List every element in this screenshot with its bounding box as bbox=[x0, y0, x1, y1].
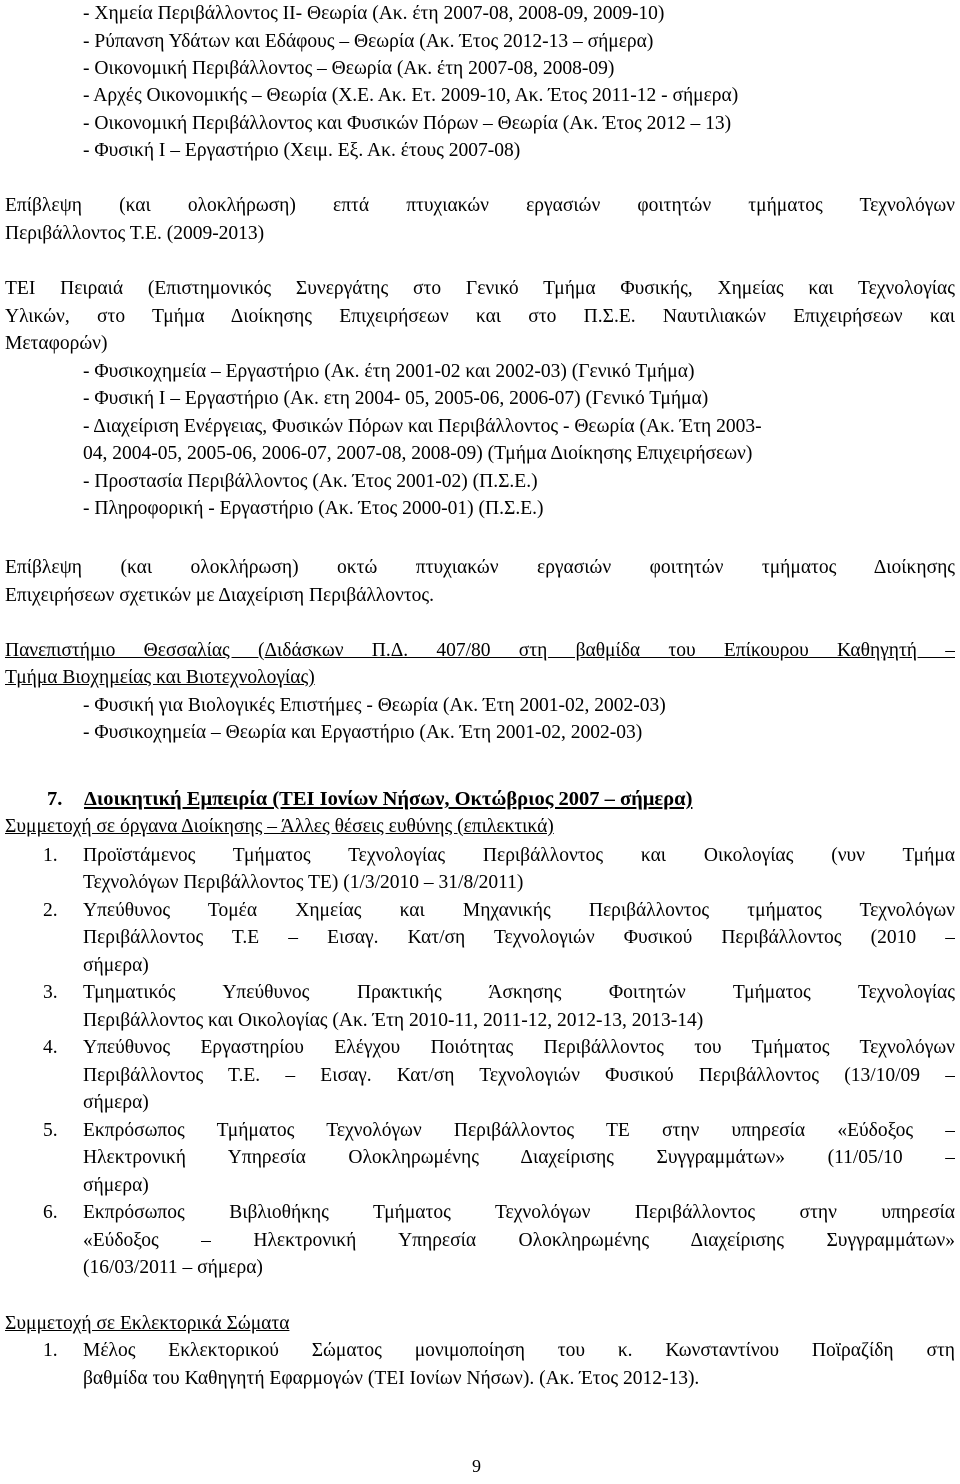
course-line: - Οικονομική Περιβάλλοντος – Θεωρία (Ακ. έτη 2007-08, 2008-09) bbox=[83, 58, 615, 79]
list-item-number: 5. bbox=[43, 1120, 58, 1141]
list-item-text: «Εύδοξος – Ηλεκτρονική Υπηρεσία Ολοκληρωμένης Διαχείρισης Συγγραμμάτων» bbox=[83, 1230, 955, 1251]
course-line: - Φυσική Ι – Εργαστήριο (Ακ. ετη 2004- 05, 2005-06, 2006-07) (Γενικό Τμήμα) bbox=[83, 388, 709, 409]
course-line: - Φυσικοχημεία – Εργαστήριο (Ακ. έτη 2001-02 και 2002-03) (Γενικό Τμήμα) bbox=[83, 361, 695, 382]
list-item-text: σήμερα) bbox=[83, 1092, 149, 1113]
subheading: Συμμετοχή σε Εκλεκτορικά Σώματα bbox=[5, 1313, 290, 1334]
list-item-text: Τμηματικός Υπεύθυνος Πρακτικής Άσκησης Φοιτητών Τμήματος Τεχνολογίας bbox=[83, 982, 955, 1003]
supervision-text: Επίβλεψη (και ολοκλήρωση) επτά πτυχιακών εργασιών φοιτητών τμήματος Τεχνολόγων bbox=[5, 195, 955, 216]
list-item-number: 4. bbox=[43, 1037, 58, 1058]
course-line: - Πληροφορική - Εργαστήριο (Ακ. Έτος 2000-01) (Π.Σ.Ε.) bbox=[83, 498, 544, 519]
page-number: 9 bbox=[472, 1456, 481, 1476]
list-item-number: 3. bbox=[43, 982, 58, 1003]
course-line: - Φυσική για Βιολογικές Επιστήμες - Θεωρία (Ακ. Έτη 2001-02, 2002-03) bbox=[83, 695, 666, 716]
institution-text: ΤΕΙ Πειραιά (Επιστημονικός Συνεργάτης στο Γενικό Τμήμα Φυσικής, Χημείας και Τεχνολογίας bbox=[5, 278, 955, 299]
list-item-text: σήμερα) bbox=[83, 1175, 149, 1196]
course-line: - Προστασία Περιβάλλοντος (Ακ. Έτος 2001-02) (Π.Σ.Ε.) bbox=[83, 471, 538, 492]
institution-heading: Πανεπιστήμιο Θεσσαλίας (Διδάσκων Π.Δ. 407/80 στη βαθμίδα του Επίκουρου Καθηγητή – bbox=[5, 640, 955, 661]
supervision-text: Περιβάλλοντος Τ.Ε. (2009-2013) bbox=[5, 223, 265, 244]
list-item-number: 1. bbox=[43, 845, 58, 866]
list-item-text: Μέλος Εκλεκτορικού Σώματος μονιμοποίηση του κ. Κωνσταντίνου Ποϊραζίδη στη bbox=[83, 1340, 955, 1361]
institution-text: Υλικών, στο Τμήμα Διοίκησης Επιχειρήσεων και στο Π.Σ.Ε. Ναυτιλιακών Επιχειρήσεων και bbox=[5, 306, 955, 327]
list-item-text: Περιβάλλοντος Τ.Ε. – Εισαγ. Κατ/ση Τεχνολογιών Φυσικού Περιβάλλοντος (13/10/09 – bbox=[83, 1065, 955, 1086]
section-number: 7. bbox=[47, 788, 63, 810]
supervision-text: Επίβλεψη (και ολοκλήρωση) οκτώ πτυχιακών εργασιών φοιτητών τμήματος Διοίκησης bbox=[5, 557, 955, 578]
list-item-text: Εκπρόσωπος Τμήματος Τεχνολόγων Περιβάλλοντος ΤΕ στην υπηρεσία «Εύδοξος – bbox=[83, 1120, 955, 1141]
list-item-text: Περιβάλλοντος και Οικολογίας (Ακ. Έτη 2010-11, 2011-12, 2012-13, 2013-14) bbox=[83, 1010, 704, 1031]
institution-text: Μεταφορών) bbox=[5, 333, 108, 354]
list-item-text: (16/03/2011 – σήμερα) bbox=[83, 1257, 263, 1278]
list-item-text: Υπεύθυνος Τομέα Χημείας και Μηχανικής Περιβάλλοντος τμήματος Τεχνολόγων bbox=[83, 900, 955, 921]
subheading: Συμμετοχή σε όργανα Διοίκησης – Άλλες θέσεις ευθύνης (επιλεκτικά) bbox=[5, 816, 554, 837]
list-item-number: 6. bbox=[43, 1202, 58, 1223]
course-line: - Φυσικοχημεία – Θεωρία και Εργαστήριο (Ακ. Έτη 2001-02, 2002-03) bbox=[83, 722, 643, 743]
list-item-number: 2. bbox=[43, 900, 58, 921]
list-item-text: Εκπρόσωπος Βιβλιοθήκης Τμήματος Τεχνολόγων Περιβάλλοντος στην υπηρεσία bbox=[83, 1202, 955, 1223]
list-item-text: Υπεύθυνος Εργαστηρίου Ελέγχου Ποιότητας Περιβάλλοντος του Τμήματος Τεχνολόγων bbox=[83, 1037, 955, 1058]
list-item-text: σήμερα) bbox=[83, 955, 149, 976]
section-title: Διοικητική Εμπειρία (ΤΕΙ Ιονίων Νήσων, Οκτώβριος 2007 – σήμερα) bbox=[84, 788, 693, 810]
institution-heading: Τμήμα Βιοχημείας και Βιοτεχνολογίας) bbox=[5, 667, 315, 688]
list-item-text: Τεχνολόγων Περιβάλλοντος ΤΕ) (1/3/2010 – 31/8/2011) bbox=[83, 872, 524, 893]
course-line: - Αρχές Οικονομικής – Θεωρία (Χ.Ε. Ακ. Ετ. 2009-10, Ακ. Έτος 2011-12 - σήμερα) bbox=[83, 85, 739, 106]
list-item-text: Ηλεκτρονική Υπηρεσία Ολοκληρωμένης Διαχείρισης Συγγραμμάτων» (11/05/10 – bbox=[83, 1147, 955, 1168]
course-line: 04, 2004-05, 2005-06, 2006-07, 2007-08, 2008-09) (Τμήμα Διοίκησης Επιχειρήσεων) bbox=[83, 443, 753, 464]
course-line: - Φυσική Ι – Εργαστήριο (Χειμ. Εξ. Ακ. έτους 2007-08) bbox=[83, 140, 521, 161]
list-item-text: Προϊστάμενος Τμήματος Τεχνολογίας Περιβάλλοντος και Οικολογίας (νυν Τμήμα bbox=[83, 845, 955, 866]
course-line: - Οικονομική Περιβάλλοντος και Φυσικών Πόρων – Θεωρία (Ακ. Έτος 2012 – 13) bbox=[83, 113, 732, 134]
course-line: - Διαχείριση Ενέργειας, Φυσικών Πόρων και Περιβάλλοντος - Θεωρία (Ακ. Έτη 2003- bbox=[83, 416, 762, 437]
course-line: - Ρύπανση Υδάτων και Εδάφους – Θεωρία (Ακ. Έτος 2012-13 – σήμερα) bbox=[83, 31, 654, 52]
list-item-number: 1. bbox=[43, 1340, 58, 1361]
list-item-text: βαθμίδα του Καθηγητή Εφαρμογών (ΤΕΙ Ιονίων Νήσων). (Ακ. Έτος 2012-13). bbox=[83, 1368, 700, 1389]
supervision-text: Επιχειρήσεων σχετικών με Διαχείριση Περιβάλλοντος. bbox=[5, 585, 435, 606]
list-item-text: Περιβάλλοντος Τ.Ε – Εισαγ. Κατ/ση Τεχνολογιών Φυσικού Περιβάλλοντος (2010 – bbox=[83, 927, 955, 948]
course-line: - Χημεία Περιβάλλοντος ΙΙ- Θεωρία (Ακ. έτη 2007-08, 2008-09, 2009-10) bbox=[83, 3, 665, 24]
